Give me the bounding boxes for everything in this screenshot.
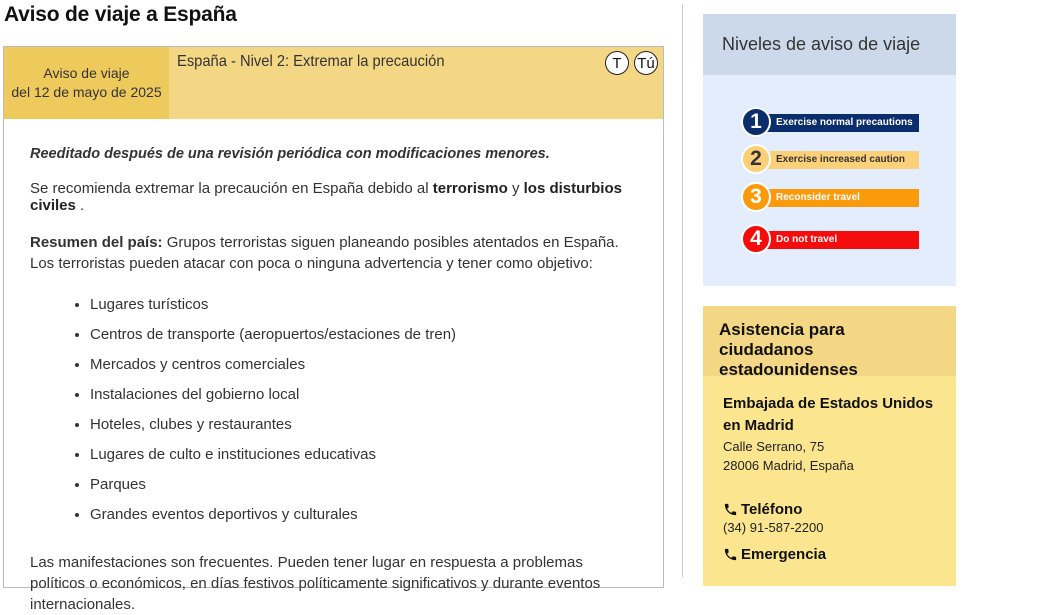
targets-list [30, 290, 637, 530]
embassy-name: Embajada de Estados Unidos en Madrid [723, 395, 934, 434]
emergency-label-text: Emergencia [741, 546, 827, 563]
list-item: • Instalaciones del gobierno local [90, 380, 637, 410]
level-item-1[interactable] [741, 107, 919, 137]
risk-terrorism-link[interactable]: terrorismo [432, 180, 508, 197]
level-bar: Reconsider travel [753, 189, 919, 207]
advisory-header [4, 47, 663, 119]
advisory-date-line1: Aviso de viaje [43, 65, 130, 81]
page-title: Aviso de viaje a España [4, 3, 237, 26]
level-bar: Exercise increased caution [753, 151, 919, 169]
phone-label [723, 501, 936, 518]
recommendation-text: Se recomienda extremar la precaución en España debido al [30, 180, 429, 197]
assistance-title: Asistencia para ciudadanos estadounidenses [703, 306, 956, 376]
emergency-label [723, 546, 936, 563]
translate-button[interactable]: T [605, 51, 629, 75]
phone-icon [723, 502, 738, 517]
levels-title: Niveles de aviso de viaje [703, 14, 956, 75]
phone-number[interactable]: (34) 91-587-2200 [723, 520, 824, 535]
phone-label-text: Teléfono [741, 501, 803, 518]
citizen-assistance-card [703, 306, 956, 586]
level-item-3[interactable] [741, 182, 919, 212]
assistance-body [703, 376, 956, 563]
recommendation-end: . [80, 197, 85, 214]
phone-icon [723, 547, 738, 562]
list-item: • Grandes eventos deportivos y culturales [90, 500, 637, 530]
level-number-badge: 2 [741, 144, 771, 174]
list-item: • Centros de transporte (aeropuertos/estaciones de tren) [90, 320, 637, 350]
level-bar: Exercise normal precautions [753, 114, 919, 132]
level-number-badge: 4 [741, 224, 771, 254]
risk-civil-unrest-link[interactable]: los disturbios civiles [30, 180, 622, 214]
column-divider [682, 4, 683, 577]
list-item: • Lugares turísticos [90, 290, 637, 320]
advisory-panel [3, 46, 664, 613]
level-number-badge: 3 [741, 182, 771, 212]
list-item: • Parques [90, 470, 637, 500]
advisory-levels-card [703, 14, 956, 286]
summary-label: Resumen del país: [30, 234, 163, 251]
country-summary [30, 232, 637, 274]
summary-text: Grupos terroristas siguen planeando posibles atentados en España. Los terroristas pueden atacar con poca o ninguna advertencia y tener como objetivo: [30, 234, 619, 272]
list-item: • Lugares de culto e instituciones educativas [90, 440, 637, 470]
formal-address-toggle-button[interactable]: Tú [634, 51, 658, 75]
embassy-address-line2: 28006 Madrid, España [723, 458, 854, 473]
level-item-4[interactable] [741, 224, 919, 254]
recommendation [30, 180, 637, 214]
advisory-date-line2: del 12 de mayo de 2025 [11, 84, 162, 100]
level-item-2[interactable] [741, 144, 919, 174]
reissued-note: Reeditado después de una revisión periódica con modificaciones menores. [30, 146, 550, 162]
advisory-body [4, 119, 663, 615]
advisory-date [4, 47, 169, 119]
embassy-address-line1: Calle Serrano, 75 [723, 439, 825, 454]
level-bar: Do not travel [753, 231, 919, 249]
recommendation-and: y [511, 180, 520, 197]
list-item: • Mercados y centros comerciales [90, 350, 637, 380]
list-item: • Hoteles, clubes y restaurantes [90, 410, 637, 440]
level-number-badge: 1 [741, 107, 771, 137]
protests-paragraph: Las manifestaciones son frecuentes. Pueden tener lugar en respuesta a problemas políticos o económicos, en días festivos políticamente significativos y durante eventos internacionales. [30, 554, 601, 613]
advisory-level-title: España - Nivel 2: Extremar la precaución [177, 53, 445, 70]
